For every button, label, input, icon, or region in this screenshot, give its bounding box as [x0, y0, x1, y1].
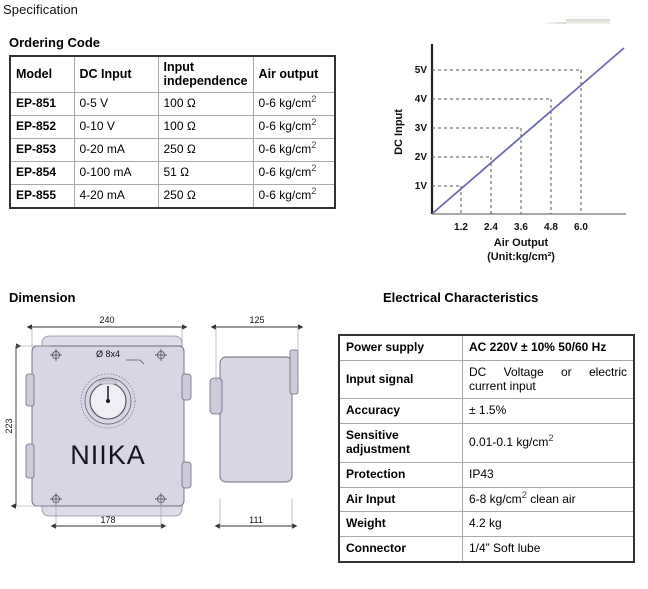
svg-text:2.4: 2.4	[484, 222, 498, 233]
cell-air-output-text: 0-6 kg/cm	[258, 164, 312, 179]
row-value-protection: IP43	[463, 462, 635, 487]
cell-air-output	[253, 161, 335, 184]
row-value-connector: 1/4” Soft lube	[463, 537, 635, 562]
table-row	[339, 360, 634, 399]
row-label-connector: Connector	[339, 537, 463, 562]
table-row	[10, 115, 335, 138]
cell-air-output-text: 0-6 kg/cm	[258, 118, 312, 133]
cell-model: EP-853	[10, 138, 74, 161]
row-label-air-input: Air Input	[339, 487, 463, 512]
superscript-two: 2	[311, 162, 317, 173]
superscript-two: 2	[548, 433, 554, 444]
svg-text:Ø 8x4: Ø 8x4	[95, 349, 120, 359]
svg-text:DC Input: DC Input	[393, 109, 405, 155]
ordering-code-heading: Ordering Code	[9, 35, 101, 50]
svg-text:3V: 3V	[414, 123, 427, 134]
column-header-air-output: Air output	[253, 56, 335, 92]
row-value-power-supply: AC 220V ± 10% 50/60 Hz	[463, 335, 635, 360]
cell-air-output	[253, 92, 335, 115]
svg-text:2V: 2V	[414, 152, 427, 163]
sensitive-adjustment-text: 0.01-0.1 kg/cm	[469, 435, 549, 450]
cell-dc-input: 0-100 mA	[74, 161, 158, 184]
dc-input-air-output-chart	[388, 22, 638, 272]
svg-text:223: 223	[4, 418, 14, 434]
svg-text:1V: 1V	[414, 181, 427, 192]
svg-text:111: 111	[249, 515, 263, 525]
cell-dc-input: 0-5 V	[74, 92, 158, 115]
cell-dc-input: 0-20 mA	[74, 138, 158, 161]
input-signal-line-2: current input	[469, 378, 536, 393]
superscript-two: 2	[311, 185, 317, 196]
electrical-characteristics-heading: Electrical Characteristics	[383, 290, 539, 305]
table-row	[339, 487, 634, 512]
superscript-two: 2	[311, 139, 317, 150]
column-header-dc-input: DC Input	[74, 56, 158, 92]
svg-text:240: 240	[99, 315, 115, 325]
column-header-model: Model	[10, 56, 74, 92]
table-row	[10, 184, 335, 208]
row-value-sensitive-adjustment	[463, 424, 635, 463]
row-label-weight: Weight	[339, 512, 463, 537]
table-row	[339, 462, 634, 487]
table-row	[339, 335, 634, 360]
cell-air-output	[253, 115, 335, 138]
cell-dc-input: 4-20 mA	[74, 184, 158, 208]
column-header-input-independence: Input independence	[158, 56, 253, 92]
cell-air-output-text: 0-6 kg/cm	[258, 95, 312, 110]
svg-text:3.6: 3.6	[514, 222, 528, 233]
input-signal-line-1: DC Voltage or electric	[469, 364, 627, 379]
cell-impedance: 100 Ω	[158, 92, 253, 115]
svg-text:178: 178	[100, 515, 116, 525]
page-title: Specification	[3, 2, 79, 17]
cell-model: EP-855	[10, 184, 74, 208]
row-label-protection: Protection	[339, 462, 463, 487]
svg-text:125: 125	[249, 315, 265, 325]
svg-text:4V: 4V	[414, 94, 427, 105]
svg-text:Air Output: Air Output	[493, 237, 549, 249]
cell-impedance: 250 Ω	[158, 184, 253, 208]
table-row	[10, 161, 335, 184]
table-row	[10, 138, 335, 161]
cell-model: EP-854	[10, 161, 74, 184]
row-label-sensitive-adjustment: Sensitive adjustment	[339, 424, 463, 463]
cell-air-output	[253, 184, 335, 208]
row-label-power-supply: Power supply	[339, 335, 463, 360]
table-row	[339, 512, 634, 537]
table-row	[339, 537, 634, 562]
superscript-two: 2	[521, 489, 527, 500]
svg-text:4.8: 4.8	[544, 222, 558, 233]
svg-text:NIIKA: NIIKA	[70, 440, 146, 470]
superscript-two: 2	[311, 116, 317, 127]
cell-impedance: 250 Ω	[158, 138, 253, 161]
row-value-input-signal	[463, 360, 635, 399]
air-input-text: 6-8 kg/cm	[469, 491, 522, 506]
cell-air-output	[253, 138, 335, 161]
cell-air-output-text: 0-6 kg/cm	[258, 187, 312, 202]
svg-text:1.2: 1.2	[454, 222, 468, 233]
cell-model: EP-851	[10, 92, 74, 115]
row-label-accuracy: Accuracy	[339, 399, 463, 424]
cell-model: EP-852	[10, 115, 74, 138]
row-value-weight: 4.2 kg	[463, 512, 635, 537]
svg-text:5V: 5V	[414, 65, 427, 76]
svg-text:6.0: 6.0	[574, 222, 588, 233]
cell-impedance: 51 Ω	[158, 161, 253, 184]
row-label-input-signal: Input signal	[339, 360, 463, 399]
svg-text:(Unit:kg/cm²): (Unit:kg/cm²)	[487, 251, 555, 263]
cell-air-output-text: 0-6 kg/cm	[258, 141, 312, 156]
superscript-two: 2	[311, 93, 317, 104]
cell-impedance: 100 Ω	[158, 115, 253, 138]
electrical-characteristics-table	[338, 334, 635, 563]
row-value-air-input	[463, 487, 635, 512]
table-row	[10, 92, 335, 115]
table-header-row	[10, 56, 335, 92]
dimension-drawing	[4, 312, 334, 542]
table-row	[339, 424, 634, 463]
row-value-accuracy: ± 1.5%	[463, 399, 635, 424]
table-row	[339, 399, 634, 424]
ordering-code-table	[9, 55, 336, 209]
dimension-heading: Dimension	[9, 290, 76, 305]
air-input-tail: clean air	[526, 491, 576, 506]
cell-dc-input: 0-10 V	[74, 115, 158, 138]
